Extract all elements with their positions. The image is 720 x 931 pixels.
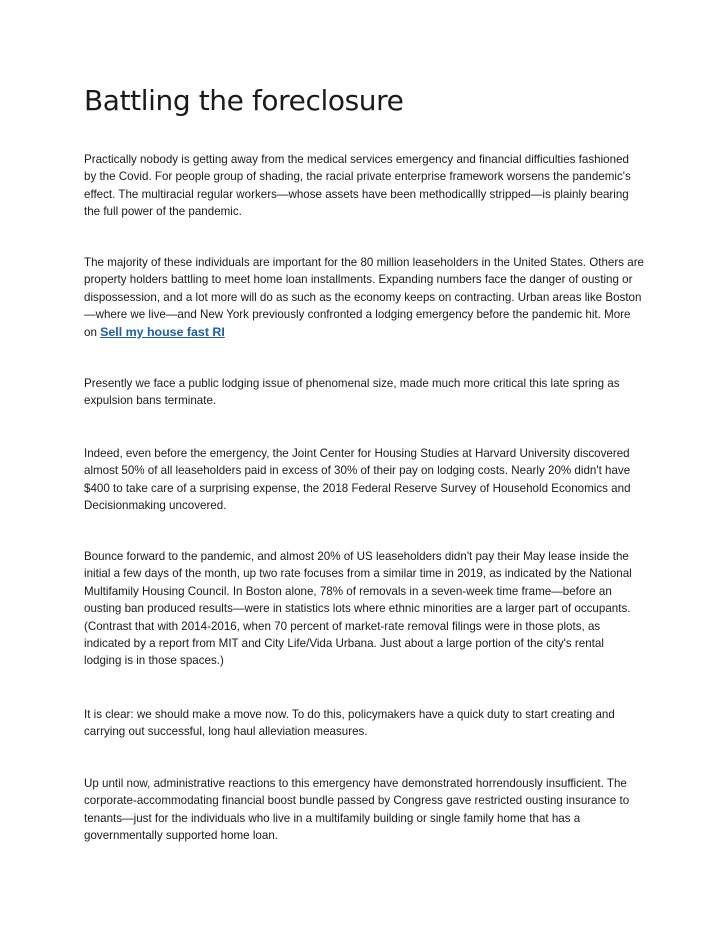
paragraph-7: Up until now, administrative reactions to this emergency have demonstrated horrendously insufficient. The corporate-accommodating financial boost bundle passed by Congress gave restricted ousting insurance to tenants—just for the individuals who live in a multifamily building or single family home that has a governmentally supported home loan. <box>84 777 630 843</box>
paragraph-2 <box>84 254 644 341</box>
paragraph-1: Practically nobody is getting away from the medical services emergency and financial difficulties fashioned by the Covid. For people group of shading, the racial private enterprise framework worsens the pandemic's effect. The multiracial regular workers—whose assets have been methodicallly stripped—is plainly bearing the full power of the pandemic. <box>84 153 631 219</box>
paragraph-2-text: The majority of these individuals are important for the 80 million leaseholders in the United States. Others are property holders battling to meet home loan installments. Expanding numbers face the danger of ousting or dispossession, and a lot more will do as such as the economy keeps on contracting. Urban areas like Boston—where we live—and New York previously confronted a lodging emergency before the pandemic hit. More on <box>84 256 645 339</box>
paragraph-5: Bounce forward to the pandemic, and almost 20% of US leaseholders didn't pay their May lease inside the initial a few days of the month, up two rate focuses from a similar time in 2019, as indicated by the National Multifamily Housing Council. In Boston alone, 78% of removals in a seven-week time frame—before an ousting ban produced results—were in statistics lots where ethnic minorities are a larger part of occupants. (Contrast that with 2014-2016, when 70 percent of market-rate removal filings were in those plots, as indicated by a report from MIT and City Life/Vida Urbana. Just about a large portion of the city's rental lodging is in those spaces.) <box>84 550 632 668</box>
paragraph-3: Presently we face a public lodging issue of phenomenal size, made much more critical this late spring as expulsion bans terminate. <box>84 377 620 408</box>
document-title: Battling the foreclosure <box>84 84 404 117</box>
sell-house-link[interactable]: Sell my house fast RI <box>100 324 225 339</box>
paragraph-6: It is clear: we should make a move now. To do this, policymakers have a quick duty to start creating and carrying out successful, long haul alleviation measures. <box>84 708 615 739</box>
paragraph-4: Indeed, even before the emergency, the Joint Center for Housing Studies at Harvard University discovered almost 50% of all leaseholders paid in excess of 30% of their pay on lodging costs. Nearly 20% didn't have $400 to take care of a surprising expense, the 2018 Federal Reserve Survey of Household Economics and Decisionmaking uncovered. <box>84 447 631 513</box>
